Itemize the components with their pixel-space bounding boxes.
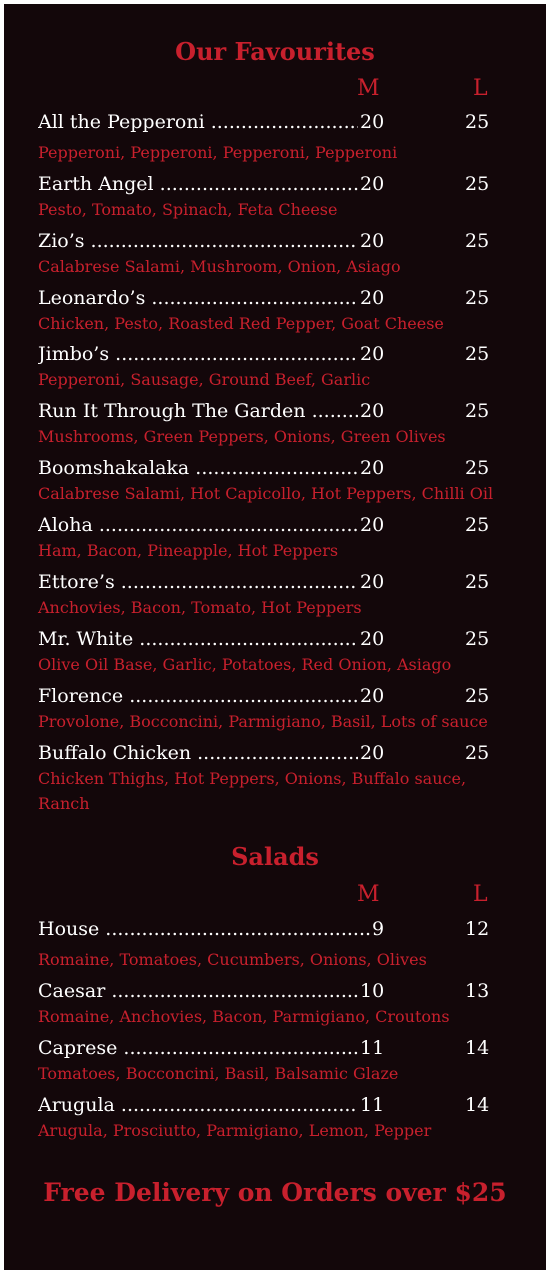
menu-item bbox=[38, 171, 518, 222]
menu-item bbox=[38, 626, 518, 677]
item-description: Arugula, Prosciutto, Parmigiano, Lemon, Pepper bbox=[38, 1121, 432, 1140]
menu-item bbox=[38, 740, 518, 816]
menu-item bbox=[38, 285, 518, 336]
item-name: Earth Angel ..... bbox=[38, 171, 358, 197]
menu-item bbox=[38, 1092, 518, 1143]
item-name: Jimbo’s ..... bbox=[38, 341, 358, 367]
menu-item bbox=[38, 978, 518, 1029]
item-description: Chicken Thighs, Hot Peppers, Onions, Buffalo sauce, Ranch bbox=[38, 769, 467, 813]
price-medium: 20 bbox=[360, 111, 385, 133]
price-medium: 11 bbox=[360, 1037, 385, 1059]
item-description: Tomatoes, Bocconcini, Basil, Balsamic Glaze bbox=[38, 1064, 399, 1083]
price-large: 25 bbox=[465, 287, 490, 309]
menu-item bbox=[38, 512, 518, 563]
item-name: Boomshakalaka ..... bbox=[38, 455, 358, 481]
price-large: 25 bbox=[465, 628, 490, 650]
price-large: 25 bbox=[465, 514, 490, 536]
price-medium: 20 bbox=[360, 571, 385, 593]
price-large: 25 bbox=[465, 173, 490, 195]
item-name: Buffalo Chicken ..... bbox=[38, 740, 358, 766]
item-name: House ..... bbox=[38, 916, 370, 942]
item-description: Calabrese Salami, Mushroom, Onion, Asiago bbox=[38, 257, 401, 276]
price-medium: 20 bbox=[360, 400, 385, 422]
menu-item bbox=[38, 916, 518, 972]
size-header-medium: M bbox=[357, 76, 380, 101]
section-title-favourites: Our Favourites bbox=[175, 37, 375, 66]
section-title-salads: Salads bbox=[231, 842, 319, 871]
menu-item bbox=[38, 109, 518, 165]
item-name: All the Pepperoni ..... bbox=[38, 109, 358, 135]
item-name: Arugula ..... bbox=[38, 1092, 358, 1118]
item-description: Mushrooms, Green Peppers, Onions, Green Olives bbox=[38, 427, 446, 446]
price-medium: 20 bbox=[360, 343, 385, 365]
price-large: 12 bbox=[465, 918, 490, 940]
price-large: 25 bbox=[465, 457, 490, 479]
item-description: Pepperoni, Sausage, Ground Beef, Garlic bbox=[38, 370, 371, 389]
item-description: Anchovies, Bacon, Tomato, Hot Peppers bbox=[38, 598, 362, 617]
price-medium: 20 bbox=[360, 685, 385, 707]
price-medium: 20 bbox=[360, 287, 385, 309]
menu-item bbox=[38, 683, 518, 734]
menu-item bbox=[38, 569, 518, 620]
price-medium: 20 bbox=[360, 628, 385, 650]
item-name: Run It Through The Garden ..... bbox=[38, 398, 358, 424]
price-large: 13 bbox=[465, 980, 490, 1002]
item-description: Calabrese Salami, Hot Capicollo, Hot Peppers, Chilli Oil bbox=[38, 484, 494, 503]
price-large: 25 bbox=[465, 571, 490, 593]
item-name: Florence ..... bbox=[38, 683, 358, 709]
item-name: Aloha ..... bbox=[38, 512, 358, 538]
menu-item bbox=[38, 455, 518, 506]
item-description: Pepperoni, Pepperoni, Pepperoni, Pepperoni bbox=[38, 143, 398, 162]
price-medium: 20 bbox=[360, 457, 385, 479]
menu-item bbox=[38, 341, 518, 392]
price-large: 25 bbox=[465, 685, 490, 707]
price-large: 25 bbox=[465, 400, 490, 422]
price-large: 25 bbox=[465, 343, 490, 365]
price-medium: 10 bbox=[360, 980, 385, 1002]
item-description: Romaine, Anchovies, Bacon, Parmigiano, Croutons bbox=[38, 1007, 450, 1026]
size-header-medium: M bbox=[357, 882, 380, 907]
price-large: 25 bbox=[465, 230, 490, 252]
price-medium: 20 bbox=[360, 173, 385, 195]
menu-panel bbox=[4, 4, 546, 1270]
item-description: Provolone, Bocconcini, Parmigiano, Basil, Lots of sauce bbox=[38, 712, 488, 731]
item-description: Ham, Bacon, Pineapple, Hot Peppers bbox=[38, 541, 339, 560]
price-large: 25 bbox=[465, 111, 490, 133]
menu-item bbox=[38, 228, 518, 279]
menu-item bbox=[38, 1035, 518, 1086]
item-description: Chicken, Pesto, Roasted Red Pepper, Goat Cheese bbox=[38, 314, 444, 333]
item-name: Ettore’s ..... bbox=[38, 569, 358, 595]
item-description: Pesto, Tomato, Spinach, Feta Cheese bbox=[38, 200, 338, 219]
free-delivery-banner: Free Delivery on Orders over $25 bbox=[43, 1178, 507, 1207]
item-name: Caesar ..... bbox=[38, 978, 358, 1004]
price-large: 25 bbox=[465, 742, 490, 764]
price-medium: 20 bbox=[360, 230, 385, 252]
price-medium: 11 bbox=[360, 1094, 385, 1116]
item-name: Zio’s ..... bbox=[38, 228, 358, 254]
item-description: Romaine, Tomatoes, Cucumbers, Onions, Olives bbox=[38, 950, 427, 969]
item-name: Leonardo’s ..... bbox=[38, 285, 358, 311]
size-header-large: L bbox=[473, 76, 488, 101]
menu-item bbox=[38, 398, 518, 449]
price-medium: 9 bbox=[372, 918, 385, 940]
price-medium: 20 bbox=[360, 742, 385, 764]
price-large: 14 bbox=[465, 1094, 490, 1116]
size-header-large: L bbox=[473, 882, 488, 907]
item-name: Caprese ..... bbox=[38, 1035, 358, 1061]
item-name: Mr. White ..... bbox=[38, 626, 358, 652]
price-medium: 20 bbox=[360, 514, 385, 536]
item-description: Olive Oil Base, Garlic, Potatoes, Red Onion, Asiago bbox=[38, 655, 452, 674]
price-large: 14 bbox=[465, 1037, 490, 1059]
